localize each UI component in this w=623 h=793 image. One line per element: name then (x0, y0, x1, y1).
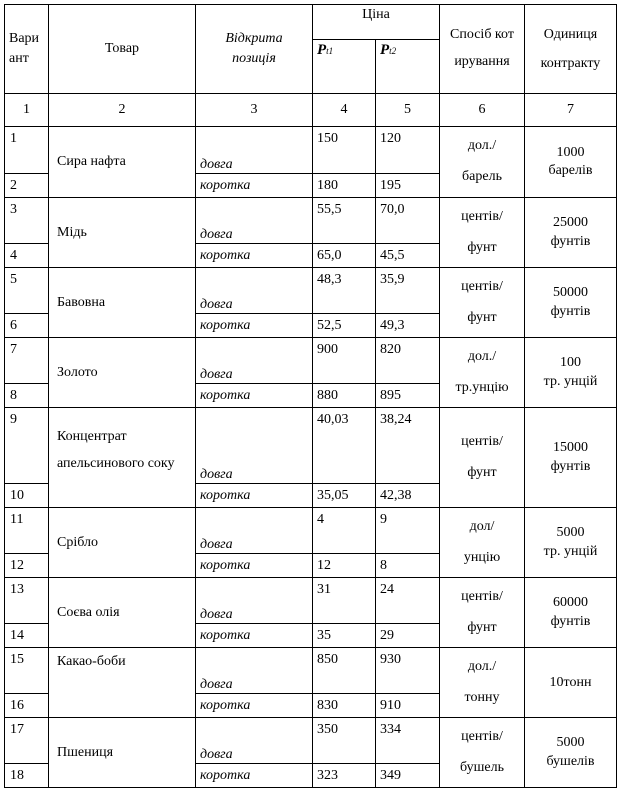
product-cell (49, 408, 196, 508)
quote-line-2: фунт (467, 239, 497, 255)
variant-cell: 13 (5, 578, 49, 624)
product-line-2: апельсинового соку (57, 455, 175, 471)
price-p1-cell: 31 (313, 578, 376, 624)
unit-line-1: 5000 (556, 525, 585, 541)
product-cell (49, 198, 196, 268)
price-p1-cell: 150 (313, 127, 376, 174)
position-cell: довга (196, 127, 313, 174)
contract-unit-cell (525, 198, 617, 268)
quote-line-2: барель (462, 169, 502, 184)
price-p2-cell: 38,24 (376, 408, 440, 484)
header-price-p1: Pt1 (313, 40, 376, 94)
position-cell: довга (196, 198, 313, 244)
variant-cell: 9 (5, 408, 49, 484)
price-p2-cell: 820 (376, 338, 440, 384)
price-p1-cell: 65,0 (313, 244, 376, 268)
position-cell: коротка (196, 624, 313, 648)
column-number-5: 5 (376, 94, 440, 127)
contract-unit-cell (525, 338, 617, 408)
quote-line-2: фунт (467, 309, 497, 325)
price-p1-cell: 350 (313, 718, 376, 764)
column-number-7: 7 (525, 94, 617, 127)
column-number-6: 6 (440, 94, 525, 127)
price-p1-cell: 850 (313, 648, 376, 694)
unit-line-1: 10тонн (549, 674, 592, 690)
variant-cell: 2 (5, 174, 49, 198)
quote-method-cell (440, 718, 525, 788)
unit-line-1: 15000 (553, 440, 588, 456)
quote-line-1: центів/ (461, 433, 503, 449)
quote-line-1: дол./ (467, 348, 497, 364)
position-cell: коротка (196, 764, 313, 788)
product-name: Пшениця (57, 744, 114, 760)
contract-unit-cell (525, 718, 617, 788)
product-line-1: Концентрат (57, 429, 127, 444)
column-number-2: 2 (49, 94, 196, 127)
quote-line-2: тр.унцію (455, 379, 509, 395)
price-p2-cell: 42,38 (376, 484, 440, 508)
contract-unit-cell (525, 648, 617, 718)
header-quote-method: Спосіб котирування (440, 5, 525, 94)
unit-line-1: 100 (560, 355, 581, 371)
price-p2-cell: 70,0 (376, 198, 440, 244)
variant-cell: 16 (5, 694, 49, 718)
unit-line-2: бушелів (546, 753, 595, 769)
price-p1-cell: 323 (313, 764, 376, 788)
unit-line-1: 60000 (553, 595, 588, 611)
contract-unit-cell (525, 268, 617, 338)
price-p1-cell: 900 (313, 338, 376, 384)
product-name: Какао-боби (57, 654, 126, 669)
variant-cell: 14 (5, 624, 49, 648)
quote-line-1: центів/ (461, 728, 503, 744)
unit-line-2: фунтів (550, 613, 591, 629)
product-name: Золото (57, 364, 98, 380)
price-p2-cell: 24 (376, 578, 440, 624)
product-cell (49, 508, 196, 578)
price-p2-cell: 910 (376, 694, 440, 718)
position-cell: довга (196, 338, 313, 384)
position-cell: довга (196, 268, 313, 314)
product-cell (49, 578, 196, 648)
product-name: Соєва олія (57, 604, 120, 620)
unit-line-1: 25000 (553, 215, 588, 231)
quote-method-cell (440, 198, 525, 268)
quote-line-2: бушель (460, 759, 504, 775)
futures-table (4, 4, 617, 788)
price-p2-cell: 930 (376, 648, 440, 694)
product-cell (49, 127, 196, 198)
price-p2-cell: 45,5 (376, 244, 440, 268)
table-row (5, 198, 617, 244)
contract-unit-cell (525, 408, 617, 508)
position-cell: коротка (196, 314, 313, 338)
quote-method-cell (440, 408, 525, 508)
price-p1-cell: 40,03 (313, 408, 376, 484)
price-p1-cell: 55,5 (313, 198, 376, 244)
price-p1-cell: 180 (313, 174, 376, 198)
variant-cell: 12 (5, 554, 49, 578)
position-cell: довга (196, 648, 313, 694)
price-p1-cell: 35,05 (313, 484, 376, 508)
quote-line-1: центів/ (461, 588, 503, 604)
variant-cell: 11 (5, 508, 49, 554)
price-p1-cell: 4 (313, 508, 376, 554)
price-p2-cell: 120 (376, 127, 440, 174)
quote-method-cell (440, 127, 525, 198)
table-row (5, 718, 617, 764)
unit-line-2: фунтів (550, 303, 591, 319)
quote-line-1: дол./ (467, 138, 497, 154)
position-cell: довга (196, 718, 313, 764)
position-cell: коротка (196, 384, 313, 408)
table-row (5, 338, 617, 384)
position-cell: коротка (196, 694, 313, 718)
price-p2-cell: 35,9 (376, 268, 440, 314)
header-contract-unit: Одиниця контракту (525, 5, 617, 94)
unit-line-2: фунтів (550, 233, 591, 249)
column-number-3: 3 (196, 94, 313, 127)
variant-cell: 1 (5, 127, 49, 174)
variant-cell: 7 (5, 338, 49, 384)
quote-line-1: центів/ (461, 208, 503, 224)
quote-method-cell (440, 338, 525, 408)
header-open-position: Відкрита позиція (196, 5, 313, 94)
price-p1-cell: 48,3 (313, 268, 376, 314)
variant-cell: 4 (5, 244, 49, 268)
table-row (5, 578, 617, 624)
variant-cell: 17 (5, 718, 49, 764)
quote-line-2: фунт (467, 464, 497, 480)
unit-line-1: 5000 (556, 735, 585, 751)
quote-line-2: унцію (463, 549, 501, 565)
price-p1-cell: 12 (313, 554, 376, 578)
unit-line-2: тр. унцій (543, 543, 598, 559)
quote-line-2: фунт (467, 619, 497, 635)
contract-unit-cell (525, 508, 617, 578)
variant-cell: 18 (5, 764, 49, 788)
position-cell: коротка (196, 174, 313, 198)
variant-cell: 6 (5, 314, 49, 338)
unit-line-1: 50000 (553, 285, 588, 301)
contract-unit-cell (525, 127, 617, 198)
column-number-row (5, 94, 617, 127)
price-p2-cell: 8 (376, 554, 440, 578)
quote-line-1: дол./ (467, 658, 497, 674)
price-p2-cell: 349 (376, 764, 440, 788)
table-row (5, 648, 617, 694)
price-p1-cell: 880 (313, 384, 376, 408)
quote-line-2: тонну (464, 689, 500, 705)
price-p1-cell: 830 (313, 694, 376, 718)
quote-method-cell (440, 508, 525, 578)
product-cell (49, 268, 196, 338)
price-p2-cell: 195 (376, 174, 440, 198)
quote-method-cell (440, 268, 525, 338)
quote-method-cell (440, 578, 525, 648)
unit-line-2: тр. унцій (543, 373, 598, 389)
price-p2-cell: 9 (376, 508, 440, 554)
header-price-p2: Pt2 (376, 40, 440, 94)
product-cell (49, 718, 196, 788)
column-number-1: 1 (5, 94, 49, 127)
header-price: Ціна (313, 5, 440, 40)
contract-unit-cell (525, 578, 617, 648)
unit-line-2: фунтів (550, 458, 591, 474)
product-cell (49, 338, 196, 408)
header-product: Товар (49, 5, 196, 94)
position-cell: коротка (196, 244, 313, 268)
variant-cell: 8 (5, 384, 49, 408)
quote-line-1: центів/ (461, 278, 503, 294)
price-p2-cell: 49,3 (376, 314, 440, 338)
quote-line-1: дол/ (469, 518, 495, 534)
quote-method-cell (440, 648, 525, 718)
position-cell: довга (196, 578, 313, 624)
table-row (5, 408, 617, 484)
product-name: Мідь (57, 224, 87, 240)
variant-cell: 3 (5, 198, 49, 244)
header-variant: Вари ант (5, 5, 49, 94)
price-p2-cell: 29 (376, 624, 440, 648)
unit-line-1: 1000 (556, 144, 585, 160)
product-cell (49, 648, 196, 718)
position-cell: коротка (196, 554, 313, 578)
price-p2-cell: 895 (376, 384, 440, 408)
price-p2-cell: 334 (376, 718, 440, 764)
unit-line-2: барелів (548, 163, 593, 178)
variant-cell: 15 (5, 648, 49, 694)
variant-cell: 5 (5, 268, 49, 314)
variant-cell: 10 (5, 484, 49, 508)
table-row (5, 127, 617, 174)
product-name: Бавовна (57, 294, 106, 310)
price-p1-cell: 52,5 (313, 314, 376, 338)
position-cell: коротка (196, 484, 313, 508)
table-row (5, 268, 617, 314)
position-cell: довга (196, 508, 313, 554)
price-p1-cell: 35 (313, 624, 376, 648)
product-name: Сира нафта (57, 154, 126, 169)
product-name: Срібло (57, 534, 98, 550)
table-row (5, 508, 617, 554)
position-cell: довга (196, 408, 313, 484)
column-number-4: 4 (313, 94, 376, 127)
